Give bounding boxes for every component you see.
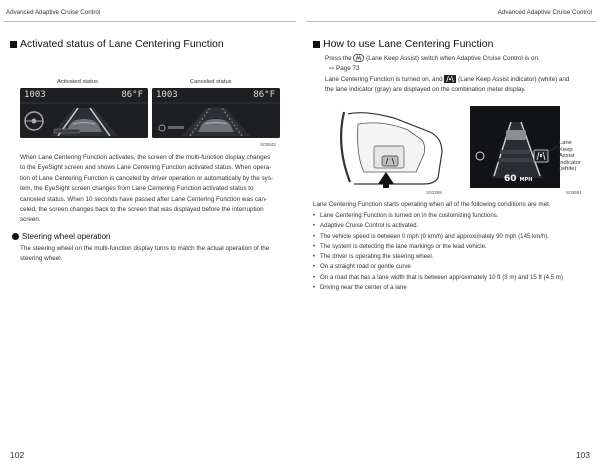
steering-subsection-text [20,244,288,265]
list-item: • Driving near the center of a lane [313,284,407,292]
paragraph-line: When Lane Centering Function activates, the screen of the multi-function display changes [20,154,271,161]
square-bullet-icon [10,41,17,48]
right-intro [325,54,590,96]
left-page-number: 102 [10,450,25,460]
right-figure-id-left: S03359 [426,190,442,195]
list-item: • Lane Centering Function is turned on in the customizing functions. [313,212,499,219]
activated-display-left-value: 1003 [24,90,46,100]
list-item: • The system is detecting the lane markings or the lead vehicle. [313,242,487,250]
list-item: • On a road that has a lane width that is between approximately 10 ft (3 m) and 15 ft (4.5 m) [313,273,563,281]
right-page-number: 103 [575,450,590,460]
conditions-intro: Lane Centering Function starts operating when all of the following conditions are met. [313,201,551,208]
steering-subsection-title: Steering wheel operation [22,232,111,241]
lane-keep-assist-switch [382,156,398,166]
paragraph-line: tem, the EyeSight screen changes from Lane Centering Function activated status to [20,185,254,193]
left-header-rule [4,21,296,22]
paragraph-line: canceled status. When 10 seconds have passed after Lane Centering Function was can- [20,195,268,203]
paragraph-line: to the EyeSight screen and shows Lane Centering Function activated status. When opera- [20,164,272,172]
paragraph-line: screen. [20,216,41,224]
canceled-status-display [152,88,280,138]
speed-readout [504,174,533,184]
lane-keep-assist-switch-icon [353,54,364,62]
steering-wheel-switch-illustration [334,106,460,188]
intro-line-1: Press the (Lane Keep Assist) switch when Adaptive Cruise Control is on. [325,55,540,62]
lane-keep-assist-callout: Lane Keep Assist indicator (white) [559,140,581,173]
paragraph-line: The steering wheel on the multi-function display turns to match the actual operation of the [20,245,270,252]
page-reference-link[interactable]: ⇨ Page 73 [329,65,360,73]
right-section-heading [313,38,493,50]
list-item: • The vehicle speed is between 0 mph (0 km/h) and approximately 90 mph (145 km/h). [313,232,549,240]
paragraph-line: steering wheel. [20,255,63,263]
right-section-title: How to use Lane Centering Function [323,38,494,50]
intro-line-3: the lane indicator (gray) are displayed on the combination meter display. [325,86,526,94]
paragraph-line: celed, the screen changes back to the screen that was displayed before the interruption [20,206,264,214]
list-item: • The driver is operating the steering wheel. [313,253,434,261]
canceled-display-right-value: 86°F [253,90,275,100]
right-running-header: Advanced Adaptive Cruise Control [497,9,592,16]
lane-keep-assist-indicator-icon [444,75,456,83]
circle-bullet-icon [12,233,19,240]
right-header-rule [306,21,596,22]
left-section-title: Activated status of Lane Centering Function [20,38,224,50]
canceled-display-left-value: 1003 [156,90,178,100]
steering-subsection-heading [12,232,111,241]
right-figure-id-right: S03681 [566,190,582,195]
square-bullet-icon [313,41,320,48]
speed-value: 60 [504,174,517,184]
speed-unit: MPH [519,177,533,183]
canceled-status-caption: Canceled status [190,79,232,85]
left-running-header: Advanced Adaptive Cruise Control [6,9,101,16]
left-section-heading [10,38,224,50]
intro-line-2: Lane Centering Function is turned on, and (Lane Keep Assist indicator) (white) and [325,75,570,83]
activated-status-display [20,88,148,138]
paragraph-line: tion of Lane Centering Function is canceled by driver operation or automatically by the sys- [20,174,274,182]
left-paragraph [20,153,288,226]
list-item: • On a straight road or gentle curve [313,263,411,271]
callout-leader-line [540,140,560,160]
left-figure-id: S03842 [260,142,276,147]
list-item: • Adaptive Cruise Control is activated. [313,222,419,230]
activated-display-right-value: 86°F [121,90,143,100]
conditions-list [313,211,595,293]
steering-switch-figure [334,106,460,188]
activated-status-caption: Activated status [57,79,98,85]
